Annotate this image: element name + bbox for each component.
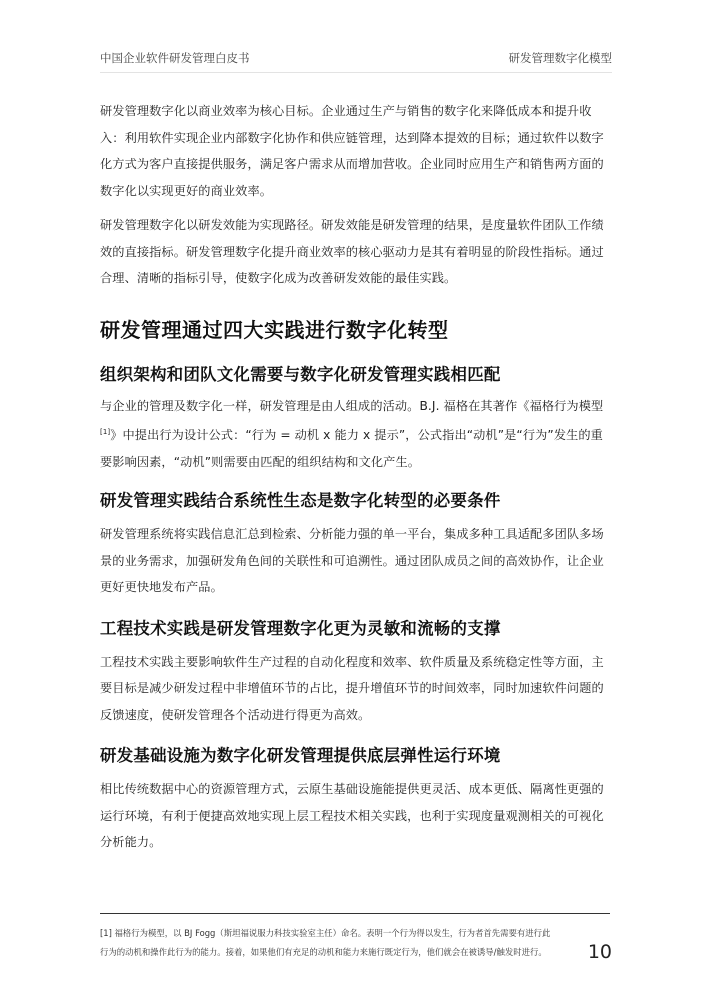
section-2-body: 研发管理系统将实践信息汇总到检索、分析能力强的单一平台，集成多种工具适配多团队多场景的业务需求，加强研发角色间的关联性和可追溯性。通过团队成员之间的高效协作，让企业更好更快地发布产品。	[100, 527, 604, 595]
document-title: 中国企业软件研发管理白皮书	[100, 51, 250, 65]
page-header	[100, 50, 612, 64]
footnote	[100, 924, 560, 962]
footnote-line-2: 行为的动机和操作此行为的能力。接着，如果他们有充足的动机和能力来施行既定行为，他们就会在被诱导/触发时进行。	[100, 947, 547, 957]
section-4-body: 相比传统数据中心的资源管理方式，云原生基础设施能提供更灵活、成本更低、隔离性更强的运行环境，有利于便捷高效地实现上层工程技术相关实践，也利于实现度量观测相关的可视化分析能力。	[100, 782, 604, 850]
page-content	[100, 98, 612, 856]
chapter-title: 研发管理数字化模型	[508, 51, 612, 65]
section-1-body-text-b: 》中提出行为设计公式：“行为 = 动机 x 能力 x 提示”，公式指出“动机”是“行为”发生的重要影响因素，“动机”则需要由匹配的组织结构和文化产生。	[100, 428, 603, 469]
section-1-heading: 组织架构和团队文化需要与数字化研发管理实践相匹配	[100, 364, 501, 384]
main-heading: 研发管理通过四大实践进行数字化转型	[100, 317, 449, 342]
intro-paragraph-1: 研发管理数字化以商业效率为核心目标。企业通过生产与销售的数字化来降低成本和提升收入：利用软件实现企业内部数字化协作和供应链管理，达到降本提效的目标；通过软件以数字化方式为客户直接提供服务，满足客户需求从而增加营收。企业同时应用生产和销售两方面的数字化以实现更好的商业效率。	[100, 104, 604, 198]
section-1-body-text-a: 与企业的管理及数字化一样，研发管理是由人组成的活动。B.J. 福格在其著作《福格行为模型	[100, 398, 604, 413]
footnote-divider	[100, 913, 610, 914]
section-4-heading: 研发基础设施为数字化研发管理提供底层弹性运行环境	[100, 746, 501, 766]
header-divider	[100, 72, 612, 73]
section-2-heading: 研发管理实践结合系统性生态是数字化转型的必要条件	[100, 491, 501, 511]
section-3-heading: 工程技术实践是研发管理数字化更为灵敏和流畅的支撑	[100, 618, 501, 638]
footnote-line-1: [1] 福格行为模型，以 BJ Fogg（斯坦福说服力科技实验室主任）命名。表明一个行为得以发生，行为者首先需要有进行此	[100, 928, 551, 938]
page-number: 10	[587, 941, 612, 963]
footnote-ref[interactable]: [1]	[100, 428, 111, 436]
intro-paragraph-2: 研发管理数字化以研发效能为实现路径。研发效能是研发管理的结果，是度量软件团队工作绩效的直接指标。研发管理数字化提升商业效率的核心驱动力是其有着明显的阶段性指标。通过合理、清晰的指标引导，使数字化成为改善研发效能的最佳实践。	[100, 218, 604, 285]
section-3-body: 工程技术实践主要影响软件生产过程的自动化程度和效率、软件质量及系统稳定性等方面，主要目标是减少研发过程中非增值环节的占比，提升增值环节的时间效率，同时加速软件问题的反馈速度，使研发管理各个活动进行得更为高效。	[100, 654, 604, 722]
section-1-body	[100, 393, 612, 476]
